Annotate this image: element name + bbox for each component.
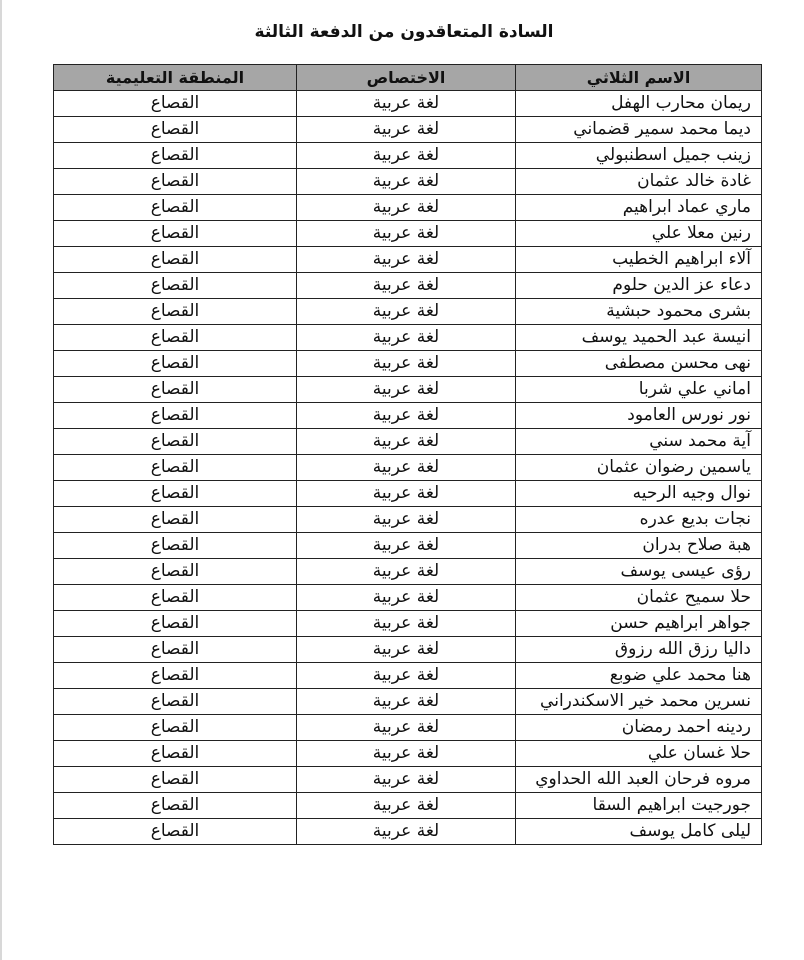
specialization-cell: لغة عربية <box>297 611 516 637</box>
specialization-cell: لغة عربية <box>297 767 516 793</box>
name-cell: بشرى محمود حبشية <box>516 299 762 325</box>
region-cell: القصاع <box>54 819 297 845</box>
name-cell: نور نورس العامود <box>516 403 762 429</box>
region-cell: القصاع <box>54 663 297 689</box>
region-cell: القصاع <box>54 533 297 559</box>
region-cell: القصاع <box>54 117 297 143</box>
specialization-cell: لغة عربية <box>297 507 516 533</box>
table-row <box>54 715 762 741</box>
specialization-cell: لغة عربية <box>297 715 516 741</box>
specialization-cell: لغة عربية <box>297 689 516 715</box>
specialization-cell: لغة عربية <box>297 559 516 585</box>
table-row <box>54 221 762 247</box>
table-body <box>54 91 762 845</box>
header-row <box>54 65 762 91</box>
column-header-name: الاسم الثلاثي <box>516 65 762 91</box>
table-row <box>54 741 762 767</box>
region-cell: القصاع <box>54 299 297 325</box>
region-cell: القصاع <box>54 585 297 611</box>
region-cell: القصاع <box>54 611 297 637</box>
table-row <box>54 689 762 715</box>
name-cell: جورجيت ابراهيم السقا <box>516 793 762 819</box>
name-cell: هبة صلاح بدران <box>516 533 762 559</box>
specialization-cell: لغة عربية <box>297 325 516 351</box>
table-row <box>54 403 762 429</box>
specialization-cell: لغة عربية <box>297 455 516 481</box>
name-cell: حلا سميح عثمان <box>516 585 762 611</box>
region-cell: القصاع <box>54 273 297 299</box>
table-row <box>54 611 762 637</box>
table-row <box>54 455 762 481</box>
region-cell: القصاع <box>54 377 297 403</box>
table-row <box>54 533 762 559</box>
specialization-cell: لغة عربية <box>297 273 516 299</box>
region-cell: القصاع <box>54 559 297 585</box>
name-cell: نجات بديع عدره <box>516 507 762 533</box>
name-cell: نوال وجيه الرحيه <box>516 481 762 507</box>
table-row <box>54 299 762 325</box>
table-row <box>54 117 762 143</box>
name-cell: جواهر ابراهيم حسن <box>516 611 762 637</box>
name-cell: ليلى كامل يوسف <box>516 819 762 845</box>
specialization-cell: لغة عربية <box>297 585 516 611</box>
table-row <box>54 91 762 117</box>
region-cell: القصاع <box>54 221 297 247</box>
specialization-cell: لغة عربية <box>297 403 516 429</box>
name-cell: داليا رزق الله رزوق <box>516 637 762 663</box>
region-cell: القصاع <box>54 351 297 377</box>
name-cell: آية محمد سني <box>516 429 762 455</box>
specialization-cell: لغة عربية <box>297 91 516 117</box>
table-row <box>54 559 762 585</box>
name-cell: مروه فرحان العبد الله الحداوي <box>516 767 762 793</box>
region-cell: القصاع <box>54 455 297 481</box>
specialization-cell: لغة عربية <box>297 663 516 689</box>
table-row <box>54 481 762 507</box>
table-row <box>54 637 762 663</box>
region-cell: القصاع <box>54 689 297 715</box>
region-cell: القصاع <box>54 429 297 455</box>
name-cell: حلا غسان علي <box>516 741 762 767</box>
region-cell: القصاع <box>54 91 297 117</box>
region-cell: القصاع <box>54 169 297 195</box>
specialization-cell: لغة عربية <box>297 143 516 169</box>
table-row <box>54 429 762 455</box>
table-row <box>54 585 762 611</box>
name-cell: ريمان محارب الهفل <box>516 91 762 117</box>
table-row <box>54 767 762 793</box>
document-title: السادة المتعاقدون من الدفعة الثالثة <box>254 22 554 42</box>
specialization-cell: لغة عربية <box>297 299 516 325</box>
table-row <box>54 819 762 845</box>
specialization-cell: لغة عربية <box>297 481 516 507</box>
name-cell: نهى محسن مصطفى <box>516 351 762 377</box>
name-cell: زينب جميل اسطنبولي <box>516 143 762 169</box>
table-header <box>54 65 762 91</box>
name-cell: ديما محمد سمير قضماني <box>516 117 762 143</box>
table-row <box>54 273 762 299</box>
name-cell: ردينه احمد رمضان <box>516 715 762 741</box>
name-cell: ماري عماد ابراهيم <box>516 195 762 221</box>
table-row <box>54 143 762 169</box>
specialization-cell: لغة عربية <box>297 221 516 247</box>
specialization-cell: لغة عربية <box>297 533 516 559</box>
table-row <box>54 325 762 351</box>
specialization-cell: لغة عربية <box>297 195 516 221</box>
table-row <box>54 351 762 377</box>
specialization-cell: لغة عربية <box>297 429 516 455</box>
region-cell: القصاع <box>54 793 297 819</box>
specialization-cell: لغة عربية <box>297 377 516 403</box>
column-header-specialization: الاختصاص <box>297 65 516 91</box>
table-row <box>54 663 762 689</box>
region-cell: القصاع <box>54 247 297 273</box>
name-cell: هنا محمد علي ضوبع <box>516 663 762 689</box>
table-row <box>54 169 762 195</box>
name-cell: رؤى عيسى يوسف <box>516 559 762 585</box>
name-cell: غادة خالد عثمان <box>516 169 762 195</box>
specialization-cell: لغة عربية <box>297 169 516 195</box>
region-cell: القصاع <box>54 325 297 351</box>
region-cell: القصاع <box>54 481 297 507</box>
table-row <box>54 247 762 273</box>
table-row <box>54 507 762 533</box>
contractors-table <box>53 64 762 845</box>
table-row <box>54 377 762 403</box>
region-cell: القصاع <box>54 741 297 767</box>
name-cell: رنين معلا علي <box>516 221 762 247</box>
name-cell: ياسمين رضوان عثمان <box>516 455 762 481</box>
name-cell: اماني علي شربا <box>516 377 762 403</box>
region-cell: القصاع <box>54 715 297 741</box>
name-cell: آلاء ابراهيم الخطيب <box>516 247 762 273</box>
specialization-cell: لغة عربية <box>297 117 516 143</box>
table-row <box>54 195 762 221</box>
name-cell: دعاء عز الدين حلوم <box>516 273 762 299</box>
specialization-cell: لغة عربية <box>297 637 516 663</box>
specialization-cell: لغة عربية <box>297 741 516 767</box>
specialization-cell: لغة عربية <box>297 793 516 819</box>
region-cell: القصاع <box>54 637 297 663</box>
region-cell: القصاع <box>54 507 297 533</box>
name-cell: نسرين محمد خير الاسكندراني <box>516 689 762 715</box>
specialization-cell: لغة عربية <box>297 819 516 845</box>
region-cell: القصاع <box>54 403 297 429</box>
region-cell: القصاع <box>54 143 297 169</box>
table-row <box>54 793 762 819</box>
name-cell: انيسة عبد الحميد يوسف <box>516 325 762 351</box>
region-cell: القصاع <box>54 767 297 793</box>
region-cell: القصاع <box>54 195 297 221</box>
column-header-region: المنطقة التعليمية <box>54 65 297 91</box>
specialization-cell: لغة عربية <box>297 351 516 377</box>
specialization-cell: لغة عربية <box>297 247 516 273</box>
